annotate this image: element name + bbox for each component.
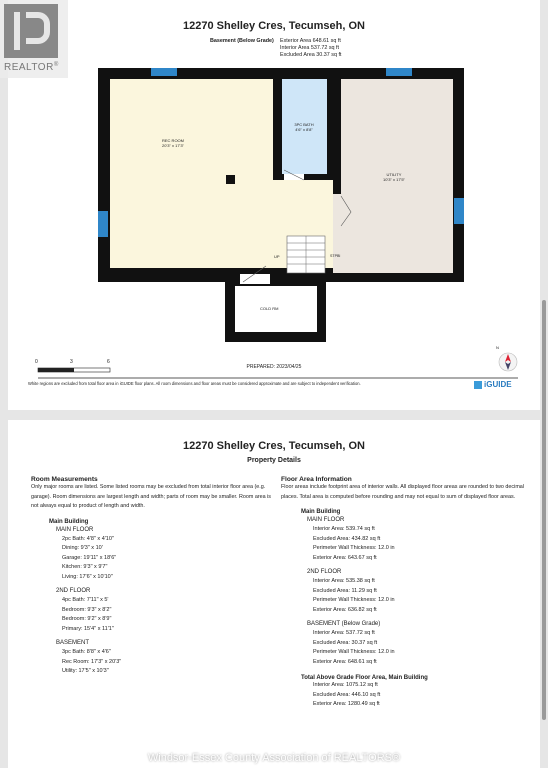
total-heading: Total Above Grade Floor Area, Main Building — [301, 675, 428, 682]
floorplan-footnote: White regions are excluded from total floor area in iGUIDE floor plans. All room dimensions and floor areas must be considered approximate and are subject to independent verification. — [28, 381, 361, 386]
total-item: Exterior Area: 1280.49 sq ft — [313, 700, 380, 707]
fa-group-2nd: 2ND FLOOR — [307, 569, 342, 576]
utility-dims: 10'3" x 17'5" — [383, 177, 405, 182]
fa-group-basement: BASEMENT (Below Grade) — [307, 621, 381, 628]
room-measurements-note: Only major rooms are listed. Some listed rooms may be excluded from total interior floor area (e.g. garage). Room dimensions are largest length and width; parts of room may be smaller. Room area is not always equal to product of length and width. — [31, 484, 271, 509]
realtor-logo-word: REALTOR — [4, 62, 54, 73]
utility-wall-stub — [333, 180, 341, 194]
room-measurements-heading: Room Measurements — [31, 476, 98, 483]
interior-area: Interior Area 537.72 sq ft — [280, 45, 340, 51]
rec-room-name: REC ROOM — [162, 138, 184, 143]
support-post — [226, 175, 235, 184]
realtor-r-icon — [4, 4, 58, 58]
floorplan-page — [8, 0, 540, 410]
bath-name: 3PC BATH — [294, 122, 314, 127]
scrollbar[interactable] — [542, 300, 546, 720]
rm-item: Bedroom: 9'3" x 8'2" — [62, 606, 112, 613]
fa-item: Exterior Area: 636.82 sq ft — [313, 606, 377, 613]
rm-item: Kitchen: 9'3" x 9'7" — [62, 564, 108, 571]
details-page — [8, 420, 540, 768]
rm-item: 2pc Bath: 4'8" x 4'10" — [62, 535, 114, 542]
details-subtitle: Property Details — [247, 457, 301, 464]
fa-item: Exterior Area: 643.67 sq ft — [313, 554, 377, 561]
rm-group-2nd: 2ND FLOOR — [56, 587, 91, 594]
scale-3: 3 — [70, 359, 73, 365]
scale-0: 0 — [35, 359, 38, 365]
cold-room-door — [240, 274, 270, 284]
fa-item: Interior Area: 539.74 sq ft — [313, 526, 375, 533]
room-building: Main Building — [49, 518, 89, 525]
bath-wall-right — [327, 79, 341, 180]
window-left — [98, 211, 108, 237]
fa-item: Excluded Area: 11.29 sq ft — [313, 587, 377, 594]
fa-item: Interior Area: 537.72 sq ft — [313, 630, 375, 637]
rm-group-main: MAIN FLOOR — [56, 526, 94, 533]
fa-item: Excluded Area: 434.82 sq ft — [313, 535, 381, 542]
rec-room-dims: 20'3" x 17'3" — [162, 143, 184, 148]
rm-item: 4pc Bath: 7'11" x 5' — [62, 597, 109, 604]
floorplan-title: 12270 Shelley Cres, Tecumseh, ON — [183, 20, 365, 32]
stpbi-label: STPBI — [330, 254, 341, 258]
window-top-right — [386, 68, 412, 76]
rm-item: Bedroom: 9'2" x 8'9" — [62, 616, 112, 623]
total-item: Excluded Area: 446.10 sq ft — [313, 691, 381, 698]
floor-area-note: Floor areas include footprint area of interior walls. All displayed floor areas are rounded to two decimal places. Total area is computed before rounding and may not equal to sum of displayed floor areas. — [281, 484, 525, 500]
rm-item: Living: 17'6" x 10'10" — [62, 573, 113, 580]
up-label: UP — [274, 254, 280, 259]
exterior-area: Exterior Area 648.61 sq ft — [280, 38, 341, 44]
rm-item: Primary: 15'4" x 11'1" — [62, 625, 114, 632]
window-top-left — [151, 68, 177, 76]
bath-wall-left — [273, 79, 282, 180]
rec-room-area — [110, 79, 273, 268]
realtor-logo-text — [4, 62, 59, 73]
floor-area-info — [281, 476, 526, 709]
details-title: 12270 Shelley Cres, Tecumseh, ON — [183, 440, 365, 452]
excluded-area: Excluded Area 30.37 sq ft — [280, 52, 342, 58]
rm-item: 3pc Bath: 8'8" x 4'6" — [62, 649, 111, 656]
rm-item: Utility: 17'5" x 10'3" — [62, 668, 109, 675]
rm-item: Rec Room: 17'3" x 20'3" — [62, 658, 122, 665]
utility-label — [372, 172, 416, 182]
fa-item: Perimeter Wall Thickness: 12.0 in — [313, 597, 395, 604]
level-title: Basement (Below Grade) — [210, 38, 274, 44]
utility-name: UTILITY — [386, 172, 402, 177]
fa-item: Exterior Area: 648.61 sq ft — [313, 658, 377, 665]
fa-group-main: MAIN FLOOR — [307, 517, 345, 523]
association-watermark: Windsor-Essex County Association of REALTORS® — [147, 752, 401, 764]
fa-item: Perimeter Wall Thickness: 12.0 in — [313, 649, 395, 656]
prepared-date: PREPARED: 2023/04/25 — [246, 364, 302, 370]
floor-building: Main Building — [301, 509, 341, 515]
stairs — [287, 236, 325, 273]
rm-group-basement: BASEMENT — [56, 639, 90, 646]
floor-plan-drawing — [8, 0, 540, 410]
window-right — [454, 198, 464, 224]
total-item: Interior Area: 1075.12 sq ft — [313, 682, 378, 689]
rm-item: Dining: 9'3" x 10' — [62, 545, 103, 552]
bath-label — [284, 122, 324, 132]
realtor-logo[interactable] — [0, 0, 68, 78]
bath-dims: 4'6" x 8'8" — [295, 127, 313, 132]
iguide-label: iGUIDE — [484, 380, 512, 389]
fa-item: Perimeter Wall Thickness: 12.0 in — [313, 545, 395, 552]
rm-item: Garage: 19'11" x 18'6" — [62, 554, 117, 561]
room-measurements — [31, 476, 271, 677]
floor-area-heading: Floor Area Information — [281, 476, 352, 483]
fa-item: Interior Area: 535.38 sq ft — [313, 578, 375, 585]
realtor-logo-reg: ® — [53, 62, 59, 68]
iguide-mark — [474, 381, 482, 389]
cold-room-label: COLD RM — [260, 306, 279, 311]
rec-room-label — [153, 138, 193, 148]
fa-item: Excluded Area: 30.37 sq ft — [313, 639, 378, 646]
scale-6: 6 — [107, 359, 110, 365]
north-label: N — [496, 345, 499, 350]
